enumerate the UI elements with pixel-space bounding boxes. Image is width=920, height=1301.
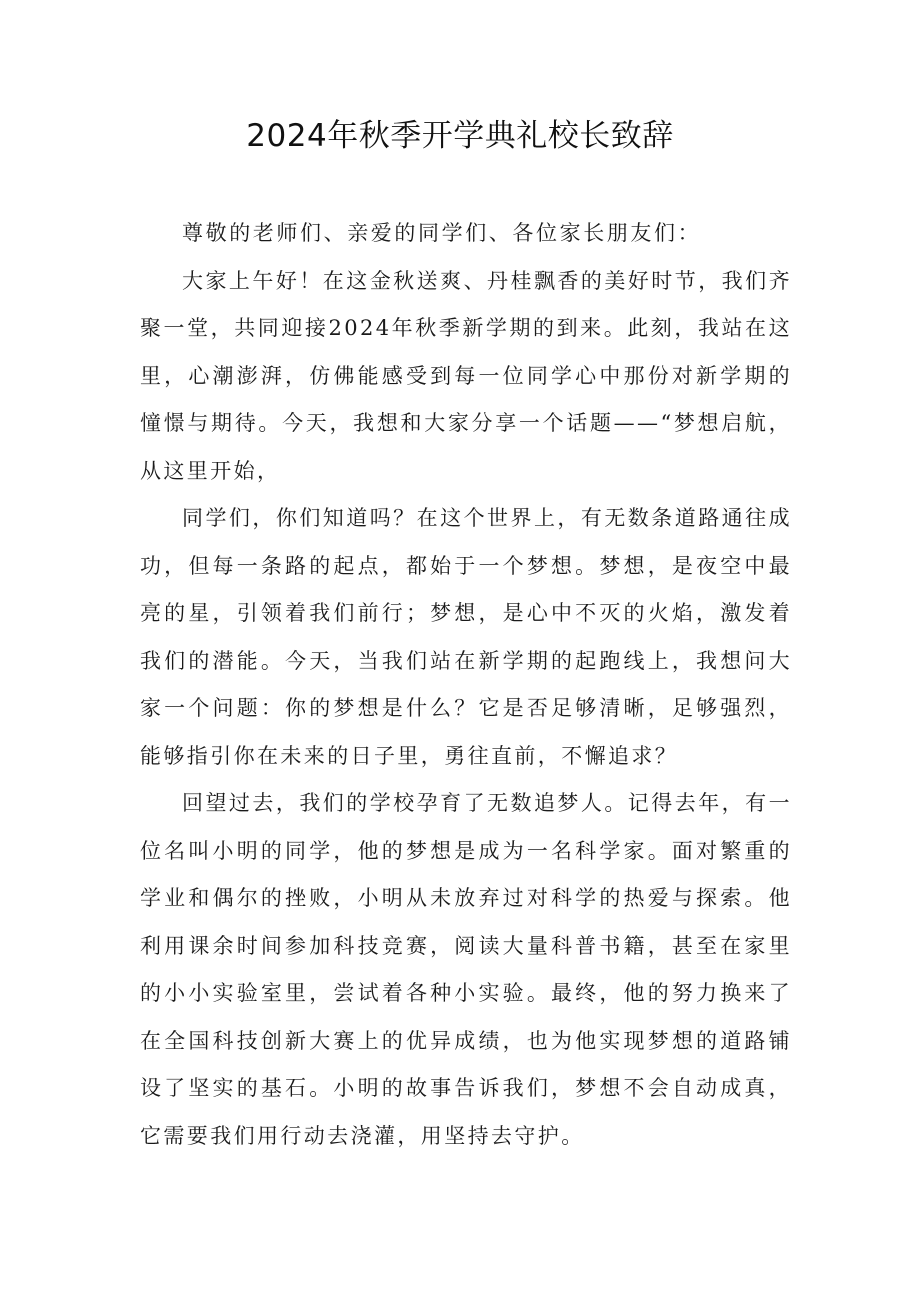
document-body xyxy=(140,210,792,1160)
paragraph-2: 同学们，你们知道吗？在这个世界上，有无数条道路通往成功，但每一条路的起点，都始于一个梦想。梦想，是夜空中最亮的星，引领着我们前行；梦想，是心中不灭的火焰，激发着我们的潜能。今天，当我们站在新学期的起跑线上，我想问大家一个问题：你的梦想是什么？它是否足够清晰，足够强烈，能够指引你在未来的日子里，勇往直前，不懈追求？ xyxy=(140,506,792,768)
document-title: 2024年秋季开学典礼校长致辞 xyxy=(246,118,674,154)
paragraph-3: 回望过去，我们的学校孕育了无数追梦人。记得去年，有一位名叫小明的同学，他的梦想是成为一名科学家。面对繁重的学业和偶尔的挫败，小明从未放弃过对科学的热爱与探索。他利用课余时间参加科技竞赛，阅读大量科普书籍，甚至在家里的小小实验室里，尝试着各种小实验。最终，他的努力换来了在全国科技创新大赛上的优异成绩，也为他实现梦想的道路铺设了坚实的基石。小明的故事告诉我们，梦想不会自动成真，它需要我们用行动去浇灌，用坚持去守护。 xyxy=(140,791,792,1148)
paragraph-1: 大家上午好！在这金秋送爽、丹桂飘香的美好时节，我们齐聚一堂，共同迎接2024年秋季新学期的到来。此刻，我站在这里，心潮澎湃，仿佛能感受到每一位同学心中那份对新学期的憧憬与期待。今天，我想和大家分享一个话题——“梦想启航，从这里开始， xyxy=(140,268,792,483)
salutation: 尊敬的老师们、亲爱的同学们、各位家长朋友们： xyxy=(182,221,702,245)
